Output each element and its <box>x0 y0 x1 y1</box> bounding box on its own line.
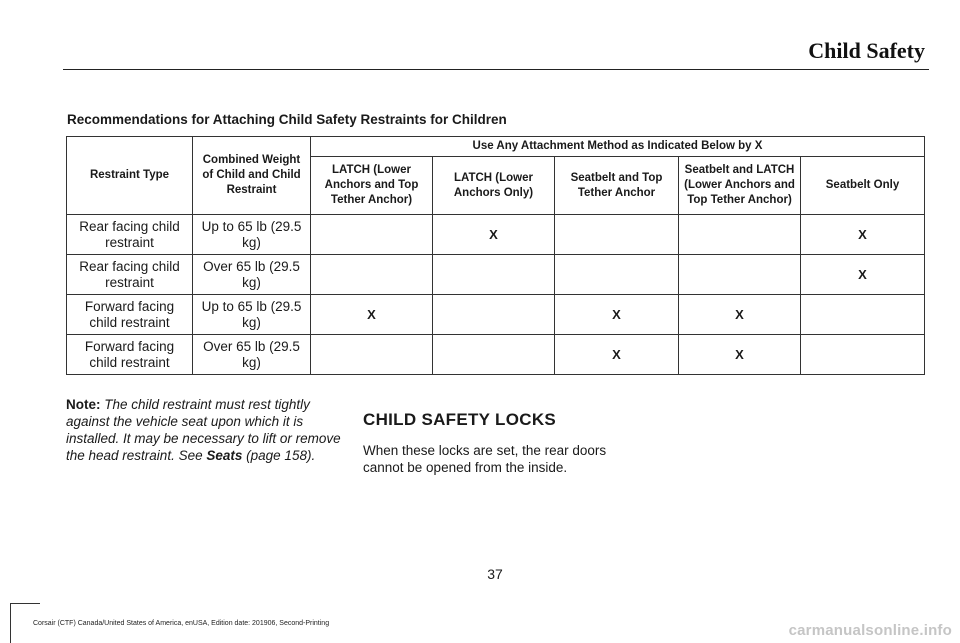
header-method: Seatbelt and LATCH (Lower Anchors and Top Tether Anchor) <box>679 157 801 215</box>
mark-cell: X <box>555 295 679 335</box>
table-row <box>67 255 925 295</box>
seats-link[interactable]: Seats <box>206 448 243 463</box>
header-attachment-methods: Use Any Attachment Method as Indicated Below by X <box>311 137 925 157</box>
table-row <box>67 215 925 255</box>
mark-cell: X <box>433 215 555 255</box>
mark-cell: X <box>679 335 801 375</box>
table-row <box>67 295 925 335</box>
page-number: 37 <box>487 566 503 582</box>
table-row <box>67 335 925 375</box>
mark-cell <box>679 255 801 295</box>
mark-cell <box>801 335 925 375</box>
note-text: The child restraint must rest tightly against the vehicle seat upon which it is installed. It may be necessary to lift or remove the head restraint. See <box>66 397 341 463</box>
section-heading: CHILD SAFETY LOCKS <box>363 410 557 429</box>
mark-cell: X <box>679 295 801 335</box>
table-caption: Recommendations for Attaching Child Safety Restraints for Children <box>67 112 507 127</box>
mark-cell <box>311 335 433 375</box>
mark-cell <box>555 215 679 255</box>
mark-cell: X <box>801 255 925 295</box>
mark-cell <box>433 295 555 335</box>
weight-cell: Over 65 lb (29.5 kg) <box>193 335 311 375</box>
footer-edition-text: Corsair (CTF) Canada/United States of America, enUSA, Edition date: 201906, Second-Printing <box>33 620 330 627</box>
page-title: Child Safety <box>808 38 925 63</box>
restraint-type-cell: Forward facing child restraint <box>67 295 193 335</box>
weight-cell: Up to 65 lb (29.5 kg) <box>193 215 311 255</box>
mark-cell <box>801 295 925 335</box>
header-restraint-type: Restraint Type <box>67 137 193 215</box>
page-reference: (page 158). <box>246 448 316 463</box>
note-paragraph <box>66 396 348 464</box>
restraint-type-cell: Forward facing child restraint <box>67 335 193 375</box>
mark-cell: X <box>555 335 679 375</box>
section-body: When these locks are set, the rear doors cannot be opened from the inside. <box>363 443 607 475</box>
mark-cell <box>433 255 555 295</box>
mark-cell <box>311 215 433 255</box>
restraint-type-cell: Rear facing child restraint <box>67 215 193 255</box>
crop-mark <box>10 603 11 643</box>
mark-cell: X <box>801 215 925 255</box>
header-method: Seatbelt and Top Tether Anchor <box>555 157 679 215</box>
header-method: LATCH (Lower Anchors Only) <box>433 157 555 215</box>
crop-mark <box>10 603 40 604</box>
restraint-type-cell: Rear facing child restraint <box>67 255 193 295</box>
header-combined-weight: Combined Weight of Child and Child Restraint <box>193 137 311 215</box>
mark-cell <box>555 255 679 295</box>
mark-cell <box>433 335 555 375</box>
weight-cell: Over 65 lb (29.5 kg) <box>193 255 311 295</box>
header-method: Seatbelt Only <box>801 157 925 215</box>
header-divider <box>63 69 929 70</box>
weight-cell: Up to 65 lb (29.5 kg) <box>193 295 311 335</box>
watermark: carmanualsonline.info <box>788 622 952 639</box>
mark-cell <box>311 255 433 295</box>
header-method: LATCH (Lower Anchors and Top Tether Anchor) <box>311 157 433 215</box>
restraint-table <box>66 136 925 375</box>
mark-cell: X <box>311 295 433 335</box>
mark-cell <box>679 215 801 255</box>
note-label: Note: <box>66 397 101 412</box>
